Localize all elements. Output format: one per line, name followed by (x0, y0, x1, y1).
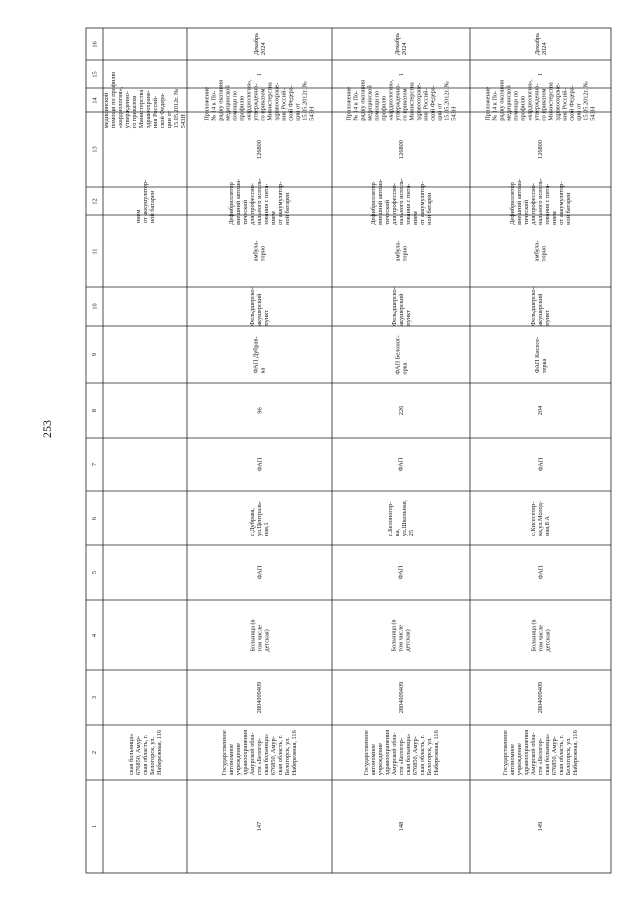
continuation-cell: медицинской помощи по профилю «кардиология», утвержденно- го приказом Министерства здравоохране- ния Россий- ской Федера- ции от 15.05.2012г. № 543Н (103, 71, 188, 129)
column-number: 11 (91, 247, 99, 255)
table-cell-count: 1 (537, 72, 545, 76)
column-number: 9 (91, 352, 99, 357)
table-cell-deadline: Декабрь 2024 (394, 32, 409, 56)
table-cell-equipment: Дефибриллятор внешний автома- тический для профессио- нального исполь- зования с пита- нием от аккумулятор- ной батареи (369, 177, 433, 225)
column-number: 7 (91, 462, 99, 467)
table-cell-unit: ФАП (255, 565, 263, 580)
table-cell-subunit: ФАП (255, 457, 263, 472)
column-number: 15 (91, 70, 99, 78)
table-cell-type: Больница (в том числе детская) (249, 618, 271, 652)
table-cell-address: с.Дубрава, ул.Централь- ная,1 (249, 500, 271, 536)
table-cell-basis: Приложение № 14 к По- рядку оказания медицинской помощи по профилю «кардиология», утвержденно- го приказом Министерства здравоохране- ния Россий- ской Федера- ции от 15.05.2012г. № 543Н (345, 79, 458, 121)
table-cell-name: ФАП Белоног- орка (394, 334, 409, 375)
continuation-cell: ская больница» 676850, Амур- ская область, г. Белогорск, ул. Набережная, 116 (127, 730, 163, 775)
table-cell-subunit: ФАП (397, 457, 405, 472)
table-cell-dist: 204 (537, 405, 545, 416)
column-number: 2 (91, 750, 99, 755)
table-cell-room: Фельдшерско- акушерский пункт (248, 287, 270, 326)
table-cell-deadline: Декабрь 2024 (533, 32, 548, 56)
column-number: 3 (91, 695, 99, 700)
table-cell-no: 148 (397, 821, 405, 832)
column-number: 4 (91, 633, 99, 637)
table-cell-basis: Приложение № 14 к По- рядку оказания медицинской помощи по профилю «кардиология», утвержденно- го приказом Министерства здравоохране- ния Россий- ской Федера- ции от 15.05.2012г. № 543Н (484, 79, 597, 121)
table-cell-name: ФАП Дубрав- ка (252, 336, 267, 373)
table-cell-price: 126800 (536, 140, 544, 159)
table-cell-no: 147 (256, 821, 264, 832)
table-cell-equipment: Дефибриллятор внешний автома- тический для профессио- нального исполь- зования с пита- нием от аккумулятор- ной батареи (227, 177, 291, 225)
column-number: 12 (91, 197, 99, 205)
table-cell-org: Государственное автономное учреждение здравоохранения Амурской обла- сти «Белогор- ская больница» 676850, Амур- ская область, г. Белогорск, ул. Набережная, 116 (362, 729, 440, 776)
table-cell-org: Государственное автономное учреждение здравоохранения Амурской обла- сти «Белогор- ская больница» 676850, Амур- ская область, г. Белогорск, ул. Набережная, 116 (221, 729, 299, 776)
column-number: 16 (91, 40, 99, 48)
table-cell-count: 1 (397, 72, 405, 76)
table-cell-unit: ФАП (397, 565, 405, 580)
table-cell-type: Больница (в том числе детская) (390, 618, 412, 652)
table-cell-code: 2804009409 (537, 681, 545, 714)
table-cell-equipment: Дефибриллятор внешний автома- тический для профессио- нального исполь- зования с пита- нием от аккумулятор- ной батареи (508, 177, 572, 225)
table-cell-unit: ФАП (536, 565, 544, 580)
column-number: 14 (91, 96, 99, 104)
column-number: 1 (91, 824, 99, 829)
table-cell-code: 2804009409 (256, 681, 264, 714)
table-cell-dist: 96 (256, 407, 264, 414)
table-cell-room: Фельдшерско- акушерский пункт (390, 287, 412, 326)
column-number: 13 (91, 146, 99, 153)
table-cell-org: Государственное автономное учреждение здравоохранения Амурской обла- сти «Белогор- ская больница» 676850, Амур- ская область, г. Белогорск, ул. Набережная, 116 (502, 729, 580, 776)
table-cell-type: Больница (в том числе детская) (530, 618, 552, 652)
table-cell-deadline: Декабрь 2024 (252, 32, 267, 56)
column-number: 10 (91, 303, 99, 310)
table-cell-subunit: ФАП (536, 457, 544, 472)
table-cell-dist: 226 (397, 405, 405, 416)
page-number: 253 (40, 420, 54, 438)
column-number: 5 (91, 570, 99, 575)
table-cell-price: 126800 (255, 140, 263, 159)
table-cell-qty-unit: амбула- торно (533, 240, 548, 262)
table-cell-address: с.Белоногор- ка, ул.Школьная, 25 (387, 499, 416, 537)
table-cell-basis: Приложение № 14 к По- рядку оказания медицинской помощи по профилю «кардиология», утвержденно- го приказом Министерства здравоохране- ния Россий- ской Федера- ции от 15.05.2012г. № 543Н (203, 79, 316, 121)
table-cell-qty-unit: амбула- торно (393, 240, 408, 262)
table-cell-qty-unit: амбула- торно (252, 240, 267, 262)
table-cell-no: 149 (537, 821, 545, 832)
table-cell-name: ФАП Кисесе- терка (533, 336, 548, 373)
table-cell-count: 1 (256, 72, 264, 76)
column-number: 8 (91, 408, 99, 413)
table-cell-code: 2804009409 (397, 681, 405, 714)
table-cell-price: 126800 (397, 140, 405, 159)
table-cell-address: с.Кисесетер- ка,ул.Молод- ная,8 А (529, 500, 551, 536)
continuation-cell: нием от аккумулятор- ной батареи (134, 179, 156, 223)
table-cell-room: Фельдшерско- акушерский пункт (529, 287, 551, 326)
column-number: 6 (91, 516, 99, 520)
